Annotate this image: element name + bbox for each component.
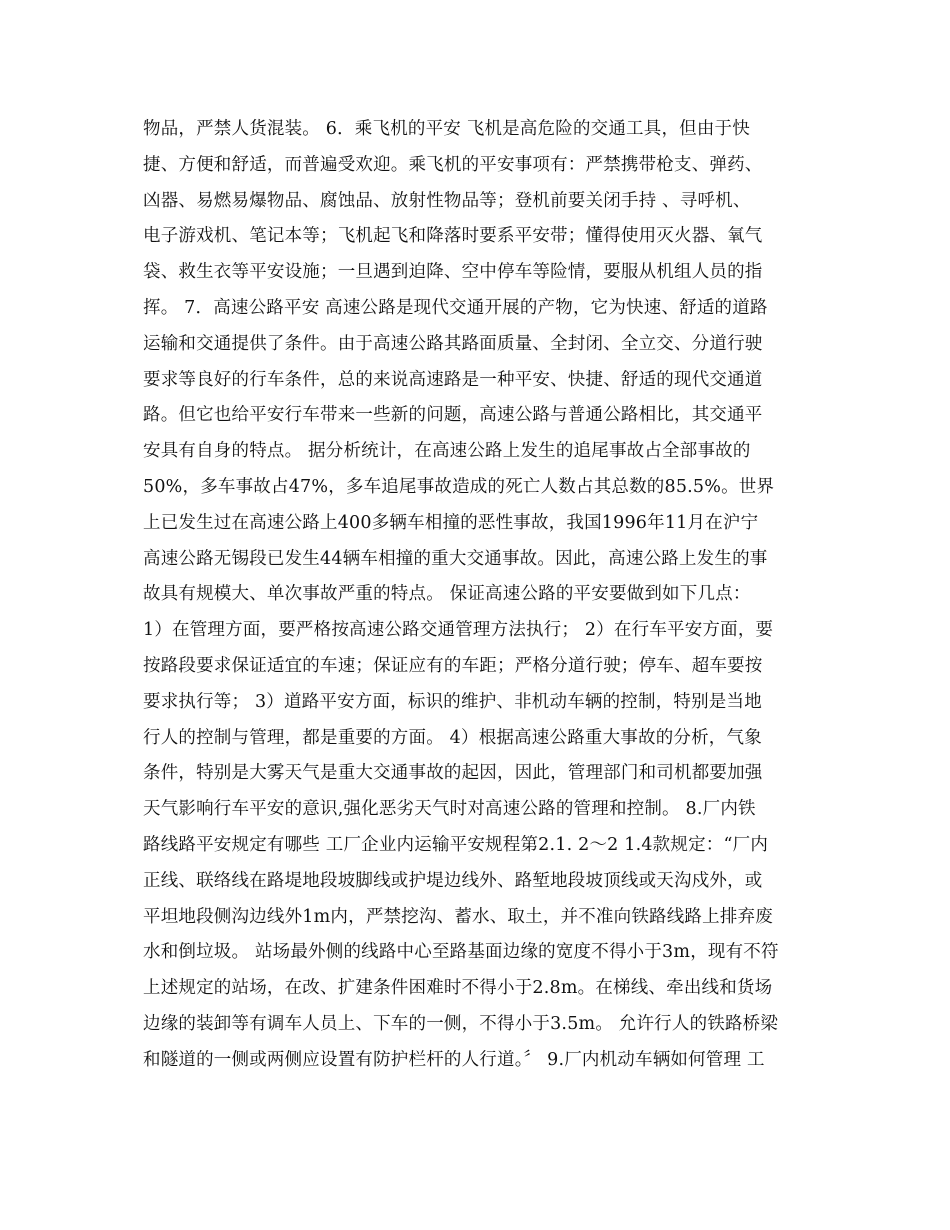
text-line: 边缘的装卸等有调车人员上、下车的一侧，不得小于3.5m。 允许行人的铁路桥梁 <box>143 1013 779 1034</box>
text-line: 物品，严禁人货混装。 6．乘飞机的平安 飞机是高危险的交通工具，但由于快 <box>143 119 750 139</box>
text-line: 天气影响行车平安的意识,强化恶劣天气时对高速公路的管理和控制。 8.厂内铁 <box>143 799 756 820</box>
body-text <box>143 112 813 1079</box>
text-line: 挥。 7．高速公路平安 高速公路是现代交通开展的产物，它为快速、舒适的道路 <box>143 297 768 318</box>
text-line: 1）在管理方面，要严格按高速公路交通管理方法执行； 2）在行车平安方面，要 <box>143 620 774 641</box>
text-line: 和隧道的一侧或两侧应设置有防护栏杆的人行道。〞 9.厂内机动车辆如何管理 工 <box>143 1049 765 1070</box>
text-line: 电子游戏机、笔记本等；飞机起飞和降落时要系平安带；懂得使用灭火器、氧气 <box>143 226 763 247</box>
text-line: 要求等良好的行车条件，总的来说高速路是一种平安、快捷、舒适的现代交通道 <box>143 369 763 390</box>
text-line: 袋、救生衣等平安设施；一旦遇到迫降、空中停车等险情，要服从机组人员的指 <box>143 262 763 283</box>
text-line: 上述规定的站场，在改、扩建条件困难时不得小于2.8m。在梯线、牵出线和货场 <box>143 978 773 999</box>
text-line: 高速公路无锡段已发生44辆车相撞的重大交通事故。因此，高速公路上发生的事 <box>143 548 768 569</box>
text-line: 凶器、易燃易爆物品、腐蚀品、放射性物品等；登机前要关闭手持 、寻呼机、 <box>143 190 751 211</box>
text-line: 正线、联络线在路堤地段坡脚线或护堤边线外、路堑地段坡顶线或天沟戍外，或 <box>143 870 763 891</box>
text-line: 上已发生过在高速公路上400多辆车相撞的恶性事故，我国1996年11月在沪宁 <box>143 512 759 533</box>
text-line: 路线路平安规定有哪些 工厂企业内运输平安规程第2.1. 2～2 1.4款规定：“厂内 <box>143 834 769 855</box>
text-line: 平坦地段侧沟边线外1m内，严禁挖沟、蓄水、取土，并不准向铁路线路上排弃废 <box>143 906 773 927</box>
text-line: 按路段要求保证适宜的车速；保证应有的车距；严格分道行驶；停车、超车要按 <box>143 655 763 676</box>
text-line: 运输和交通提供了条件。由于高速公路其路面质量、全封闭、全立交、分道行驶 <box>143 333 763 354</box>
text-line: 路。但它也给平安行车带来一些新的问题，高速公路与普通公路相比，其交通平 <box>143 405 763 426</box>
text-line: 水和倒垃圾。 站场最外侧的线路中心至路基面边缘的宽度不得小于3m，现有不符 <box>143 942 779 963</box>
text-line: 故具有规模大、单次事故严重的特点。 保证高速公路的平安要做到如下几点： <box>143 584 751 605</box>
text-line: 50%，多车事故占47%，多车追尾事故造成的死亡人数占其总数的85.5%。世界 <box>143 476 775 497</box>
text-line: 条件，特别是大雾天气是重大交通事故的起因，因此，管理部门和司机都要加强 <box>143 763 763 784</box>
text-line: 捷、方便和舒适，而普遍受欢迎。乘飞机的平安事项有：严禁携带枪支、弹药、 <box>143 154 763 175</box>
text-line: 行人的控制与管理，都是重要的方面。 4）根据高速公路重大事故的分析，气象 <box>143 727 762 748</box>
text-line: 安具有自身的特点。 据分析统计，在高速公路上发生的追尾事故占全部事故的 <box>143 441 751 462</box>
text-line: 要求执行等； 3）道路平安方面，标识的维护、非机动车辆的控制，特别是当地 <box>143 691 762 712</box>
